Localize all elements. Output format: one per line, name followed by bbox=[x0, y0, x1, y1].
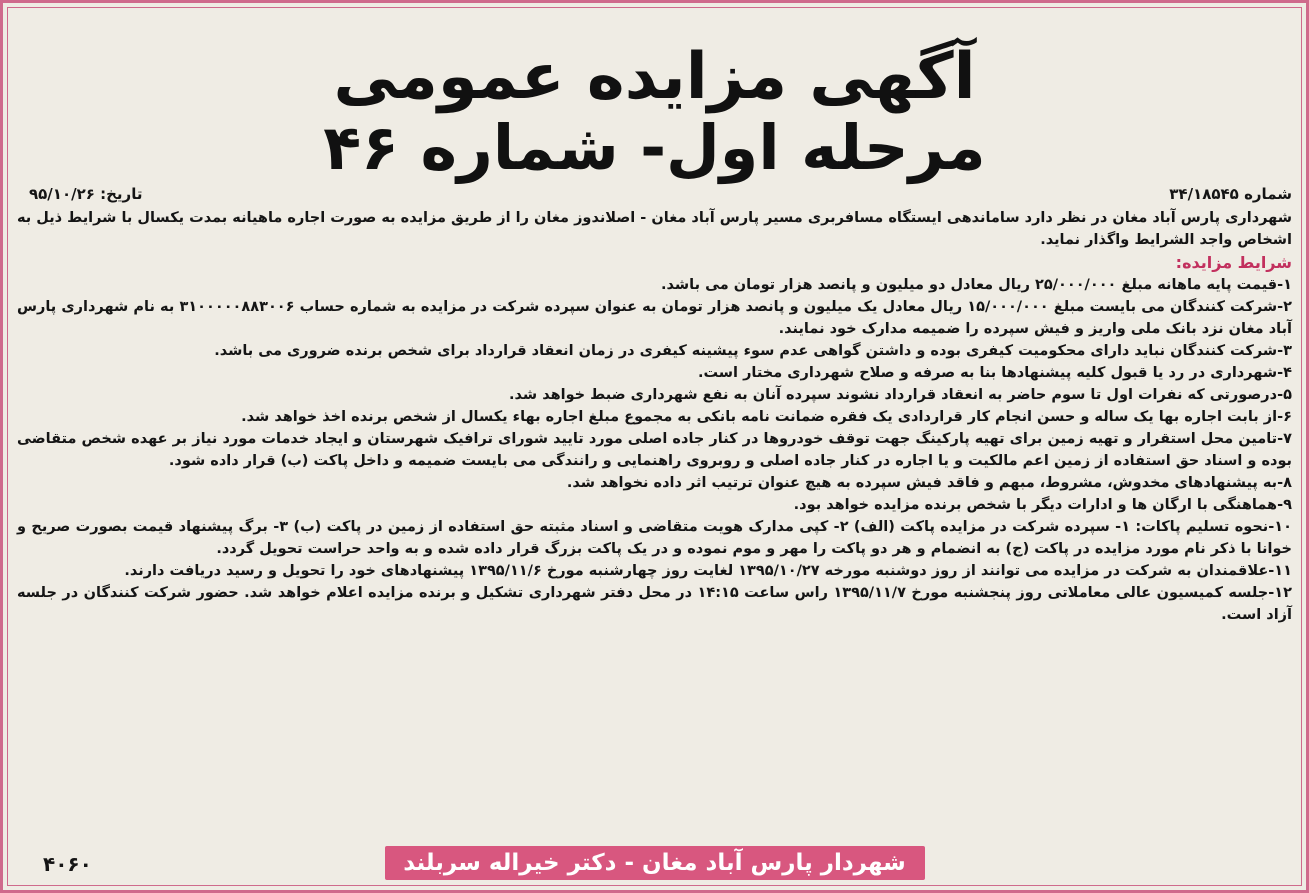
item-text: از بابت اجاره بها یک ساله و حسن انجام کار قراردادی یک فقره ضمانت نامه بانکی به مجموع مبلغ اجاره بهاء یکسال از شخص برنده اخذ خواهد شد. bbox=[241, 409, 1278, 425]
condition-item bbox=[17, 406, 1292, 428]
item-text: به پیشنهادهای مخدوش، مشروط، مبهم و فاقد فیش سپرده به هیچ عنوان ترتیب اثر داده نخواهد شد. bbox=[566, 475, 1278, 491]
condition-item bbox=[17, 560, 1292, 582]
notice-number: شماره ۳۴/۱۸۵۴۵ bbox=[1169, 185, 1292, 203]
condition-item bbox=[17, 384, 1292, 406]
notice-body bbox=[17, 207, 1292, 626]
item-text: قیمت پایه ماهانه مبلغ ۲۵/۰۰۰/۰۰۰ ریال معادل دو میلیون و پانصد هزار تومان می باشد. bbox=[661, 277, 1278, 293]
condition-item bbox=[17, 274, 1292, 296]
condition-item bbox=[17, 582, 1292, 626]
item-number: ۱۲- bbox=[1268, 585, 1292, 601]
item-text: جلسه کمیسیون عالی معاملاتی روز پنجشنبه مورخ ۱۳۹۵/۱۱/۷ راس ساعت ۱۴:۱۵ در محل دفتر شهرداری تشکیل و برنده مزایده اعلام خواهد شد. حضور شرکت کنندگان در جلسه آزاد است. bbox=[17, 585, 1292, 623]
item-number: ۴- bbox=[1277, 365, 1292, 381]
condition-item bbox=[17, 428, 1292, 472]
condition-item bbox=[17, 362, 1292, 384]
item-number: ۹- bbox=[1277, 497, 1292, 513]
notice-subtitle: مرحله اول- شماره ۴۶ bbox=[323, 111, 986, 184]
item-number: ۱۰- bbox=[1268, 519, 1292, 535]
item-number: ۱۱- bbox=[1268, 563, 1292, 579]
item-text: درصورتی که نفرات اول تا سوم حاضر به انعقاد قرارداد نشوند سپرده آنان به نفع شهرداری ضبط خواهد شد. bbox=[509, 387, 1278, 403]
condition-item bbox=[17, 516, 1292, 560]
notice-title: آگهی مزایده عمومی bbox=[333, 40, 976, 114]
item-number: ۵- bbox=[1277, 387, 1292, 403]
condition-item bbox=[17, 340, 1292, 362]
item-number: ۷- bbox=[1277, 431, 1292, 447]
item-text: شهرداری در رد یا قبول کلیه پیشنهادها بنا به صرفه و صلاح شهرداری مختار است. bbox=[697, 365, 1278, 381]
item-text: شرکت کنندگان می بایست مبلغ ۱۵/۰۰۰/۰۰۰ ریال معادل یک میلیون و پانصد هزار تومان به عنوان سپرده شرکت در مزایده به شماره حساب ۳۱۰۰۰۰۰۸۸۳۰۰۶ به نام شهرداری پارس آباد مغان نزد بانک ملی واریز و فیش سپرده را ضمیمه مدارک خود نمایند. bbox=[17, 299, 1292, 337]
item-number: ۸- bbox=[1277, 475, 1292, 491]
notice-date: تاریخ: ۹۵/۱۰/۲۶ bbox=[29, 185, 143, 203]
item-text: تامین محل استقرار و تهیه زمین برای تهیه پارکینگ جهت توقف خودروها در کنار جاده اصلی مورد تایید شورای ترافیک شهرستان و ایجاد خدمات مورد نیاز بر عهده شخص متقاضی بوده و اسناد حق استفاده از زمین اعم مالکیت و یا اجاره در کنار جاده اصلی و روبروی راهنمایی و رانندگی می بایست ضمیمه و داخل پاکت (ب) قرار داده شود. bbox=[17, 431, 1292, 469]
item-text: هماهنگی با ارگان ها و ادارات دیگر با شخص برنده مزایده خواهد بود. bbox=[793, 497, 1278, 513]
item-text: نحوه تسلیم پاکات: ۱- سپرده شرکت در مزایده پاکت (الف) ۲- کپی مدارک هویت متقاضی و اسناد مثبته حق استفاده از زمین در پاکت (ب) ۳- برگ پیشنهاد قیمت بصورت صریح و خوانا با ذکر نام مورد مزایده در پاکت (ج) به انضمام و هر دو پاکت را مهر و موم نموده و در یک پاکت بزرگ قرار داده شده و به واحد حراست تحویل گردد. bbox=[17, 519, 1292, 557]
item-text: علاقمندان به شرکت در مزایده می توانند از روز دوشنبه مورخه ۱۳۹۵/۱۰/۲۷ لغایت روز چهارشنبه مورخ ۱۳۹۵/۱۱/۶ پیشنهادهای خود را تحویل و رسید دریافت دارند. bbox=[124, 563, 1269, 579]
notice-code: ۴۰۶۰ bbox=[43, 852, 92, 876]
condition-item bbox=[17, 472, 1292, 494]
conditions-header: شرایط مزایده: bbox=[1175, 253, 1292, 272]
condition-item bbox=[17, 494, 1292, 516]
item-number: ۲- bbox=[1277, 299, 1292, 315]
item-number: ۶- bbox=[1277, 409, 1292, 425]
item-text: شرکت کنندگان نباید دارای محکومیت کیفری بوده و داشتن گواهی عدم سوء پیشینه کیفری در زمان انعقاد قرارداد برای شخص برنده ضروری می باشد. bbox=[214, 343, 1278, 359]
item-number: ۱- bbox=[1277, 277, 1292, 293]
signature-banner: شهردار پارس آباد مغان - دکتر خیراله سربلند bbox=[385, 846, 925, 880]
condition-item bbox=[17, 296, 1292, 340]
intro-paragraph: شهرداری پارس آباد مغان در نظر دارد ساماندهی ایستگاه مسافربری مسیر پارس آباد مغان - اصلاندوز مغان را از طریق مزایده به صورت اجاره ماهیانه بمدت یکسال با شرایط ذیل به اشخاص واجد الشرایط واگذار نماید. bbox=[17, 210, 1292, 248]
item-number: ۳- bbox=[1277, 343, 1292, 359]
